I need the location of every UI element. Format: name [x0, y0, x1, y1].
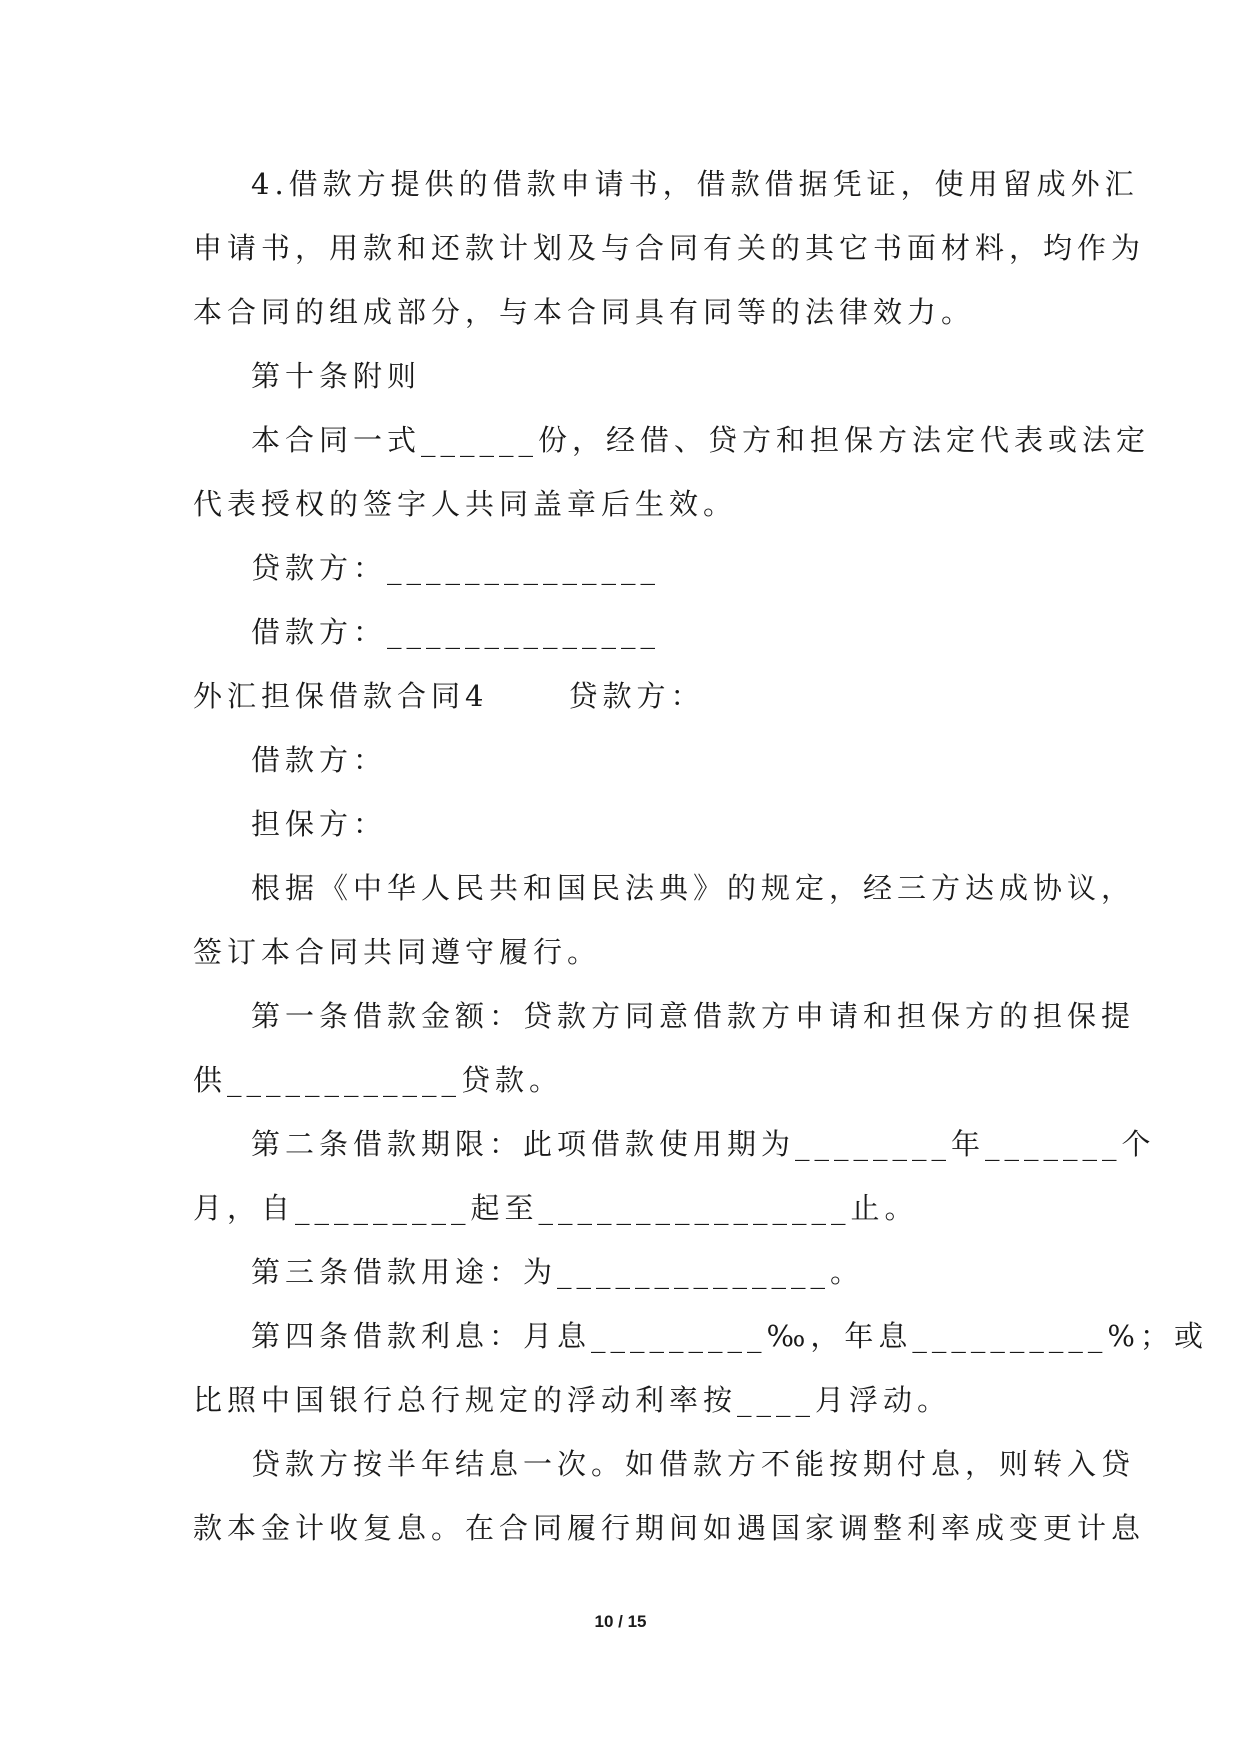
paragraph-line: 月，自_________起至________________止。: [193, 1191, 919, 1225]
paragraph-line: 供____________贷款。: [193, 1063, 564, 1097]
paragraph-line: 本合同的组成部分，与本合同具有同等的法律效力。: [193, 295, 976, 329]
paragraph-line: 贷款方按半年结息一次。如借款方不能按期付息，则转入贷: [251, 1447, 1136, 1481]
paragraph-line: 款本金计收复息。在合同履行期间如遇国家调整利率成变更计息: [193, 1511, 1146, 1545]
page-number: 10 / 15: [594, 1612, 647, 1631]
section-heading: 第十条附则: [251, 359, 422, 393]
lender-label: 贷款方：: [568, 679, 705, 713]
paragraph-line: 代表授权的签字人共同盖章后生效。: [193, 487, 738, 521]
article-line: 第三条借款用途：为______________。: [251, 1255, 865, 1289]
contract-title-row: [193, 664, 1053, 728]
paragraph-line: 根据《中华人民共和国民法典》的规定，经三方达成协议，: [251, 871, 1136, 905]
contract-title: 外汇担保借款合同4: [193, 679, 489, 713]
article-line: 第一条借款金额：贷款方同意借款方申请和担保方的担保提: [251, 999, 1136, 1033]
paragraph-line: 4.借款方提供的借款申请书，借款借据凭证，使用留成外汇: [251, 167, 1139, 201]
paragraph-line: 申请书，用款和还款计划及与合同有关的其它书面材料，均作为: [193, 231, 1146, 265]
signature-line-lender: 贷款方：______________: [251, 551, 661, 585]
paragraph-line: 签订本合同共同遵守履行。: [193, 935, 602, 969]
guarantor-label: 担保方：: [251, 807, 388, 841]
paragraph-line: 本合同一式______份，经借、贷方和担保方法定代表或法定: [251, 423, 1151, 457]
article-line: 第四条借款利息：月息_________‰，年息__________%；或: [251, 1319, 1208, 1353]
article-line: 第二条借款期限：此项借款使用期为________年_______个: [251, 1127, 1156, 1161]
paragraph-line: 比照中国银行总行规定的浮动利率按____月浮动。: [193, 1383, 952, 1417]
document-body: [193, 152, 1208, 1560]
borrower-label: 借款方：: [251, 743, 388, 777]
signature-line-borrower: 借款方：______________: [251, 615, 661, 649]
